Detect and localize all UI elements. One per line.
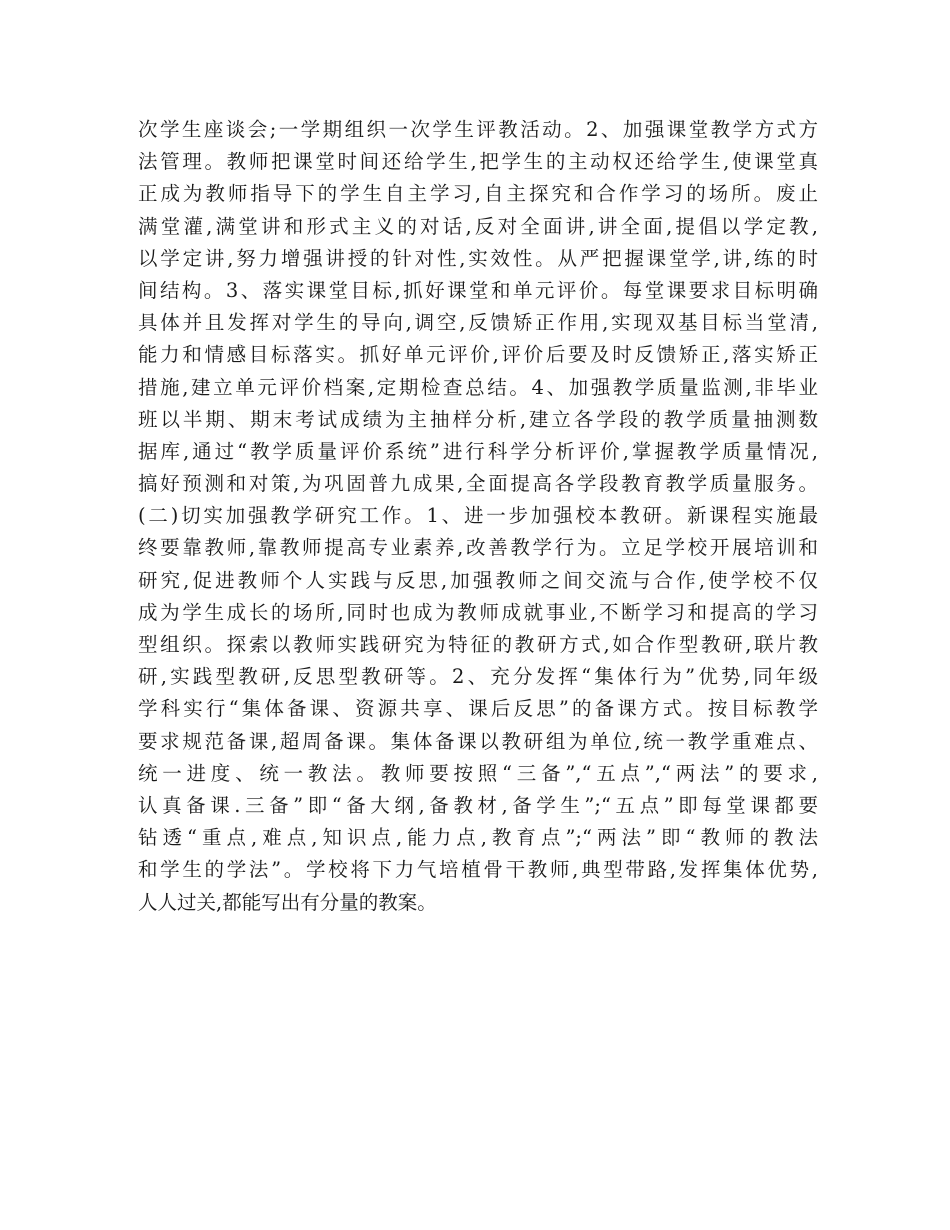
text-line-12: 搞好预测和对策,为巩固普九成果,全面提高各学段教育教学质量服务。: [138, 472, 818, 496]
text-line-13: (二)切实加强教学研究工作。1、进一步加强校本教研。新课程实施最: [138, 504, 818, 528]
text-line-19: 学科实行“集体备课、资源共享、课后反思”的备课方式。按目标教学: [138, 697, 818, 721]
text-line-21: 统一进度、统一教法。教师要按照“三备”,“五点”,“两法”的要求,: [138, 761, 818, 785]
text-line-2: 法管理。教师把课堂时间还给学生,把学生的主动权还给学生,使课堂真: [138, 150, 818, 174]
text-line-8: 能力和情感目标落实。抓好单元评价,评价后要及时反馈矫正,落实矫正: [138, 343, 818, 367]
text-line-20: 要求规范备课,超周备课。集体备课以教研组为单位,统一教学重难点、: [138, 729, 818, 753]
text-line-18: 研,实践型教研,反思型教研等。2、充分发挥“集体行为”优势,同年级: [138, 665, 818, 689]
text-line-17: 型组织。探索以教师实践研究为特征的教研方式,如合作型教研,联片教: [138, 633, 818, 656]
text-line-9: 措施,建立单元评价档案,定期检查总结。4、加强教学质量监测,非毕业: [138, 375, 818, 399]
text-line-11: 据库,通过“教学质量评价系统”进行科学分析评价,掌握教学质量情况,: [138, 439, 818, 463]
text-line-10: 班以半期、期末考试成绩为主抽样分析,建立各学段的教学质量抽测数: [138, 407, 818, 431]
text-line-23: 钻透“重点,难点,知识点,能力点,教育点”;“两法”即“教师的教法: [138, 826, 818, 850]
text-line-16: 成为学生成长的场所,同时也成为教师成就事业,不断学习和提高的学习: [138, 600, 818, 624]
text-line-25: 人人过关,都能写出有分量的教案。: [138, 890, 437, 914]
text-line-3: 正成为教师指导下的学生自主学习,自主探究和合作学习的场所。废止: [138, 182, 818, 206]
text-line-14: 终要靠教师,靠教师提高专业素养,改善教学行为。立足学校开展培训和: [138, 536, 818, 560]
text-line-6: 间结构。3、落实课堂目标,抓好课堂和单元评价。每堂课要求目标明确: [138, 278, 818, 302]
text-line-22: 认真备课.三备”即“备大纲,备教材,备学生”;“五点”即每堂课都要: [138, 793, 818, 817]
text-line-7: 具体并且发挥对学生的导向,调空,反馈矫正作用,实现双基目标当堂清,: [138, 311, 818, 335]
text-line-1: 次学生座谈会;一学期组织一次学生评教活动。2、加强课堂教学方式方: [138, 118, 818, 141]
body-text: [138, 114, 818, 919]
text-line-4: 满堂灌,满堂讲和形式主义的对话,反对全面讲,讲全面,提倡以学定教,: [138, 214, 818, 238]
text-line-24: 和学生的学法”。学校将下力气培植骨干教师,典型带路,发挥集体优势,: [138, 858, 818, 882]
text-line-15: 研究,促进教师个人实践与反思,加强教师之间交流与合作,使学校不仅: [138, 568, 818, 592]
text-line-5: 以学定讲,努力增强讲授的针对性,实效性。从严把握课堂学,讲,练的时: [138, 246, 818, 270]
